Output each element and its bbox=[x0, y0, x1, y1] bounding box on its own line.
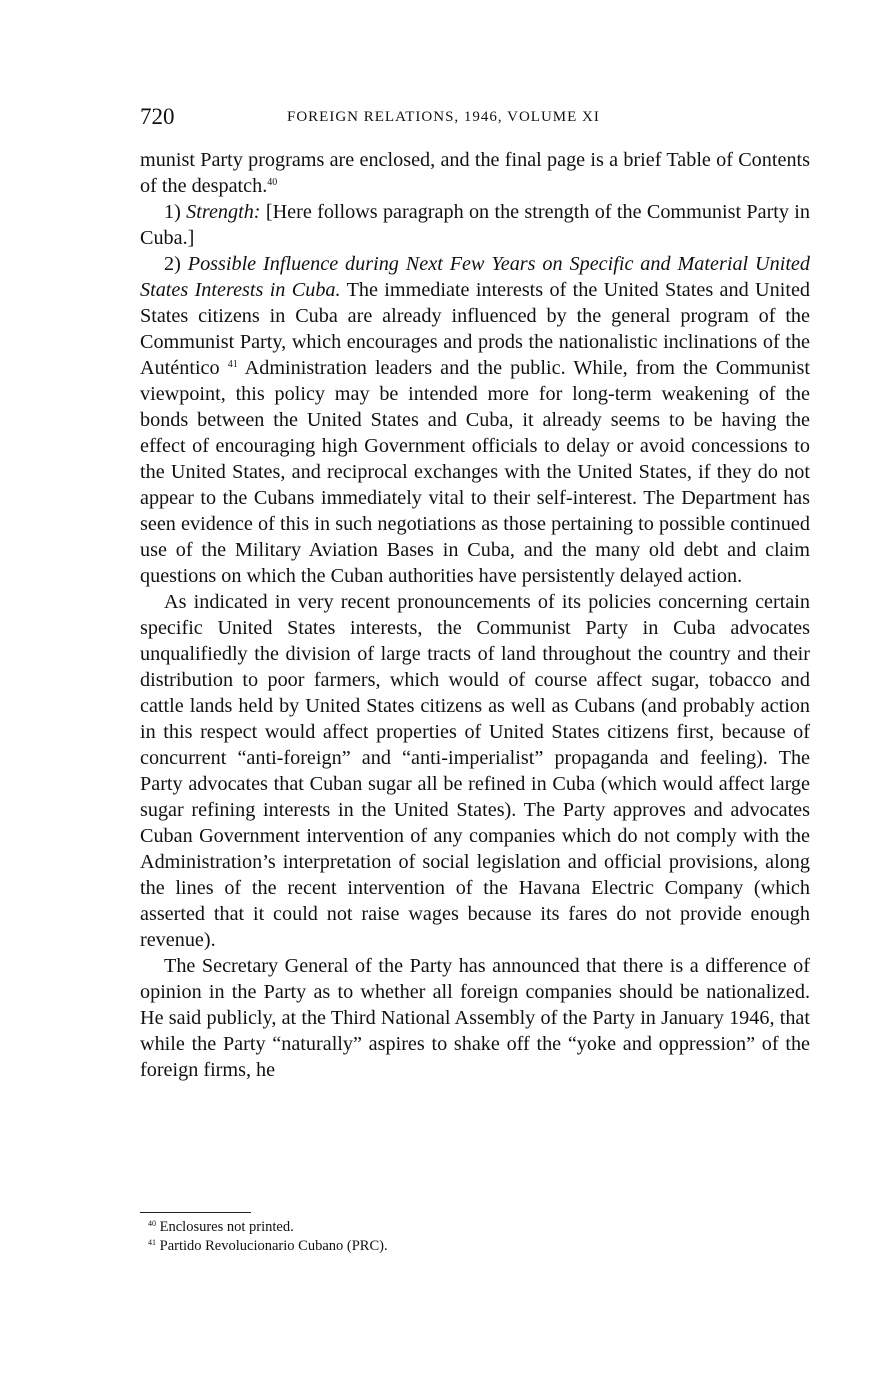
footnote-divider bbox=[140, 1212, 251, 1213]
section-number: 1) bbox=[164, 201, 181, 223]
paragraph-strength bbox=[140, 199, 810, 251]
page-number: 720 bbox=[140, 104, 175, 129]
footnote-ref-41: 41 bbox=[227, 359, 238, 370]
paragraph-text: [Here follows paragraph on the strength of the Communist Party in Cuba.] bbox=[140, 201, 811, 249]
section-title-possible-influence: Possible Influence during Next Few Years on Specific and Material United States Interests in Cuba. bbox=[140, 253, 810, 301]
footnote-marker: 41 bbox=[148, 1238, 156, 1247]
paragraph-text: Administration leaders and the public. While, from the Communist viewpoint, this policy may be intended more for long-term weakening of the bonds between the United States and Cuba, it already seems to be having the effect of encouraging high Government officials to delay or avoid concessions to the United States, and reciprocal exchanges with the United States, if they do not appear to the Cubans immediately vital to their self-interest. The Department has seen evidence of this in such negotiations as those pertaining to possible continued use of the Military Aviation Bases in Cuba, and the many old debt and claim questions on which the Cuban authorities have persistently delayed action. bbox=[140, 357, 811, 587]
footnote-ref-40: 40 bbox=[267, 177, 278, 188]
section-number: 2) bbox=[164, 253, 181, 275]
footnote-text: Partido Revolucionario Cubano (PRC). bbox=[159, 1238, 388, 1254]
paragraph-continued bbox=[140, 147, 810, 199]
paragraph-land-division bbox=[140, 589, 810, 953]
page-header bbox=[140, 104, 820, 130]
footnote-text: Enclosures not printed. bbox=[159, 1219, 294, 1235]
running-head: FOREIGN RELATIONS, 1946, VOLUME XI bbox=[287, 109, 600, 125]
paragraph-text: The immediate interests of the United States and United States citizens in Cuba are already influenced by the general program of the Communist Party, which encourages and prods the nationalistic inclinations of the Auténtico bbox=[140, 279, 810, 379]
footnote-41 bbox=[140, 1237, 810, 1256]
section-title-strength: Strength: bbox=[186, 201, 261, 223]
footnote-40 bbox=[140, 1218, 810, 1237]
paragraph-possible-influence bbox=[140, 251, 810, 589]
body-text bbox=[140, 147, 810, 1083]
paragraph-secretary-general bbox=[140, 953, 810, 1083]
paragraph-text: The Secretary General of the Party has announced that there is a difference of opinion in the Party as to whether all foreign companies should be nationalized. He said publicly, at the Third National Assembly of the Party in January 1946, that while the Party “naturally” aspires to shake off the “yoke and oppression” of the foreign firms, he bbox=[140, 955, 810, 1081]
footnotes bbox=[140, 1218, 810, 1256]
paragraph-text: munist Party programs are enclosed, and the final page is a brief Table of Contents of the despatch. bbox=[140, 149, 810, 197]
footnote-marker: 40 bbox=[148, 1219, 156, 1228]
paragraph-text: As indicated in very recent pronouncements of its policies concerning certain specific United States interests, the Communist Party in Cuba advocates unqualifiedly the division of large tracts of land throughout the country and their distribution to poor farmers, which would of course affect sugar, tobacco and cattle lands held by United States citizens as well as Cubans (and probably action in this respect would affect properties of United States citizens first, because of concurrent “anti-foreign” and “anti-imperialist” propaganda and feeling). The Party advocates that Cuban sugar all be refined in Cuba (which would affect large sugar refining interests in the United States). The Party approves and advocates Cuban Government intervention of any companies which do not comply with the Administration’s interpretation of social legislation and official provisions, along the lines of the recent intervention of the Havana Electric Company (which asserted that it could not raise wages because its fares do not provide enough revenue). bbox=[140, 591, 810, 951]
